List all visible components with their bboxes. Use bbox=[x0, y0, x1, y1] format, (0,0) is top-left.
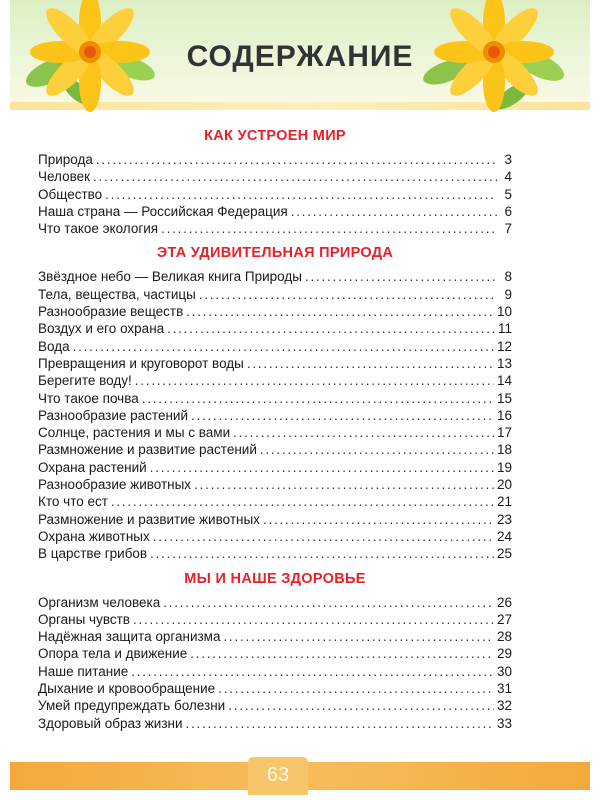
dot-leader bbox=[142, 390, 494, 407]
toc-entry-page: 24 bbox=[496, 528, 512, 544]
toc-entry bbox=[38, 303, 512, 320]
toc-entry-page: 16 bbox=[496, 407, 512, 423]
toc-entry-page: 3 bbox=[504, 152, 512, 167]
toc-entry bbox=[38, 372, 512, 389]
dot-leader bbox=[247, 355, 494, 372]
section-heading: МЫ И НАШЕ ЗДОРОВЬЕ bbox=[184, 570, 366, 587]
toc-entry bbox=[38, 407, 512, 424]
toc-entry-title: Берегите воду! bbox=[38, 373, 132, 389]
dot-leader bbox=[228, 697, 494, 714]
toc-entry bbox=[38, 715, 512, 732]
dot-leader bbox=[291, 203, 497, 220]
toc-entry-page: 18 bbox=[496, 442, 512, 458]
toc-entry-title: Органы чувств bbox=[38, 611, 130, 627]
dot-leader bbox=[191, 407, 494, 424]
toc-entry bbox=[38, 594, 512, 611]
toc-entry-page: 23 bbox=[496, 511, 512, 527]
toc-entry-title: Умей предупреждать болезни bbox=[38, 698, 226, 714]
toc-entry-title: Кто что ест bbox=[38, 494, 108, 510]
toc-entry-title: Размножение и развитие животных bbox=[38, 511, 260, 527]
page-title: СОДЕРЖАНИЕ bbox=[186, 40, 414, 73]
dot-leader bbox=[233, 424, 494, 441]
toc-entry-title: Природа bbox=[38, 152, 93, 167]
toc-entry-title: Общество bbox=[38, 186, 103, 202]
toc-entry-page: 30 bbox=[496, 663, 512, 679]
toc-entry-title: Человек bbox=[38, 169, 91, 185]
toc-entry bbox=[38, 476, 512, 493]
toc-entry-title: Что такое экология bbox=[38, 221, 159, 237]
toc-entry-page: 29 bbox=[496, 646, 512, 662]
dot-leader bbox=[133, 611, 494, 628]
table-of-contents bbox=[38, 120, 512, 732]
toc-entry-page: 33 bbox=[496, 715, 512, 731]
toc-entry bbox=[38, 697, 512, 714]
toc-entry bbox=[38, 459, 512, 476]
toc-entry bbox=[38, 680, 512, 697]
toc-entry bbox=[38, 645, 512, 662]
dot-leader bbox=[218, 680, 494, 697]
toc-entry-title: Размножение и развитие растений bbox=[38, 442, 257, 458]
toc-entry-page: 9 bbox=[504, 286, 512, 302]
toc-entry bbox=[38, 151, 512, 168]
toc-entry-page: 7 bbox=[504, 221, 512, 237]
dot-leader bbox=[131, 663, 494, 680]
toc-entry-page: 5 bbox=[504, 186, 512, 202]
toc-entry-title: Разнообразие животных bbox=[38, 477, 192, 493]
section-heading: КАК УСТРОЕН МИР bbox=[204, 128, 346, 144]
dot-leader bbox=[167, 320, 495, 337]
dot-leader bbox=[111, 493, 494, 510]
dot-leader bbox=[186, 715, 494, 732]
toc-entry-title: Звёздное небо — Великая книга Природы bbox=[38, 269, 302, 285]
toc-entry-title: В царстве грибов bbox=[38, 546, 148, 562]
dot-leader bbox=[163, 594, 494, 611]
toc-entry-page: 8 bbox=[504, 269, 512, 285]
dot-leader bbox=[263, 511, 494, 528]
dot-leader bbox=[105, 186, 497, 203]
toc-entry bbox=[38, 424, 512, 441]
toc-entry-page: 19 bbox=[496, 459, 512, 475]
toc-entry bbox=[38, 203, 512, 220]
dot-leader bbox=[223, 628, 494, 645]
dot-leader bbox=[186, 303, 494, 320]
toc-entry bbox=[38, 268, 512, 285]
toc-entry bbox=[38, 390, 512, 407]
toc-entry bbox=[38, 355, 512, 372]
toc-entry bbox=[38, 545, 512, 562]
dot-leader bbox=[150, 459, 494, 476]
toc-entry-page: 17 bbox=[496, 425, 512, 441]
toc-entry-page: 28 bbox=[496, 629, 512, 645]
dot-leader bbox=[153, 528, 494, 545]
toc-entry-page: 32 bbox=[496, 698, 512, 714]
toc-entry-title: Разнообразие веществ bbox=[38, 304, 184, 320]
toc-entry-page: 15 bbox=[496, 390, 512, 406]
toc-entry-title: Тела, вещества, частицы bbox=[38, 286, 196, 302]
toc-entry bbox=[38, 611, 512, 628]
dot-leader bbox=[190, 645, 494, 662]
toc-entry-page: 6 bbox=[504, 203, 512, 219]
dot-leader bbox=[199, 286, 497, 303]
toc-entry bbox=[38, 663, 512, 680]
toc-entry-title: Дыхание и кровообращение bbox=[38, 681, 216, 697]
dot-leader bbox=[260, 441, 494, 458]
toc-entry-title: Наше питание bbox=[38, 663, 129, 679]
section-heading: ЭТА УДИВИТЕЛЬНАЯ ПРИРОДА bbox=[156, 245, 394, 262]
toc-entry-title: Охрана растений bbox=[38, 459, 147, 475]
toc-entry bbox=[38, 338, 512, 355]
toc-entry bbox=[38, 286, 512, 303]
toc-entry-page: 10 bbox=[496, 304, 512, 320]
toc-entry bbox=[38, 511, 512, 528]
dot-leader bbox=[73, 338, 494, 355]
toc-entry-title: Наша страна — Российская Федерация bbox=[38, 203, 288, 219]
toc-entry-page: 21 bbox=[496, 494, 512, 510]
toc-entry-page: 25 bbox=[496, 546, 512, 562]
toc-entry-page: 13 bbox=[496, 355, 512, 371]
dot-leader bbox=[135, 372, 494, 389]
dot-leader bbox=[194, 476, 494, 493]
dot-leader bbox=[96, 151, 497, 168]
page-number: 63 bbox=[266, 764, 290, 786]
toc-entry-page: 31 bbox=[496, 681, 512, 697]
toc-entry-title: Здоровый образ жизни bbox=[38, 715, 183, 731]
toc-entry bbox=[38, 628, 512, 645]
toc-entry-title: Воздух и его охрана bbox=[38, 321, 165, 337]
toc-entry-page: 11 bbox=[497, 321, 512, 337]
toc-entry-page: 20 bbox=[496, 477, 512, 493]
toc-entry-title: Охрана животных bbox=[38, 528, 150, 544]
toc-entry bbox=[38, 220, 512, 237]
toc-entry-title: Надёжная защита организма bbox=[38, 629, 221, 645]
toc-entry-title: Разнообразие растений bbox=[38, 407, 189, 423]
toc-entry-page: 14 bbox=[496, 373, 512, 389]
dot-leader bbox=[150, 545, 494, 562]
dot-leader bbox=[305, 268, 497, 285]
toc-entry bbox=[38, 186, 512, 203]
dot-leader bbox=[93, 168, 497, 185]
toc-entry-title: Что такое почва bbox=[38, 390, 139, 406]
toc-entry-page: 4 bbox=[504, 169, 512, 185]
toc-entry bbox=[38, 528, 512, 545]
toc-entry-page: 26 bbox=[496, 594, 512, 610]
toc-entry bbox=[38, 168, 512, 185]
toc-entry-title: Опора тела и движение bbox=[38, 646, 188, 662]
dot-leader bbox=[161, 220, 497, 237]
toc-entry-page: 12 bbox=[496, 338, 512, 354]
toc-entry-title: Вода bbox=[38, 338, 70, 354]
toc-entry bbox=[38, 441, 512, 458]
toc-entry bbox=[38, 493, 512, 510]
toc-entry-title: Солнце, растения и мы с вами bbox=[38, 425, 231, 441]
toc-entry bbox=[38, 320, 512, 337]
toc-entry-page: 27 bbox=[496, 611, 512, 627]
toc-entry-title: Превращения и круговорот воды bbox=[38, 355, 244, 371]
toc-entry-title: Организм человека bbox=[38, 594, 161, 610]
